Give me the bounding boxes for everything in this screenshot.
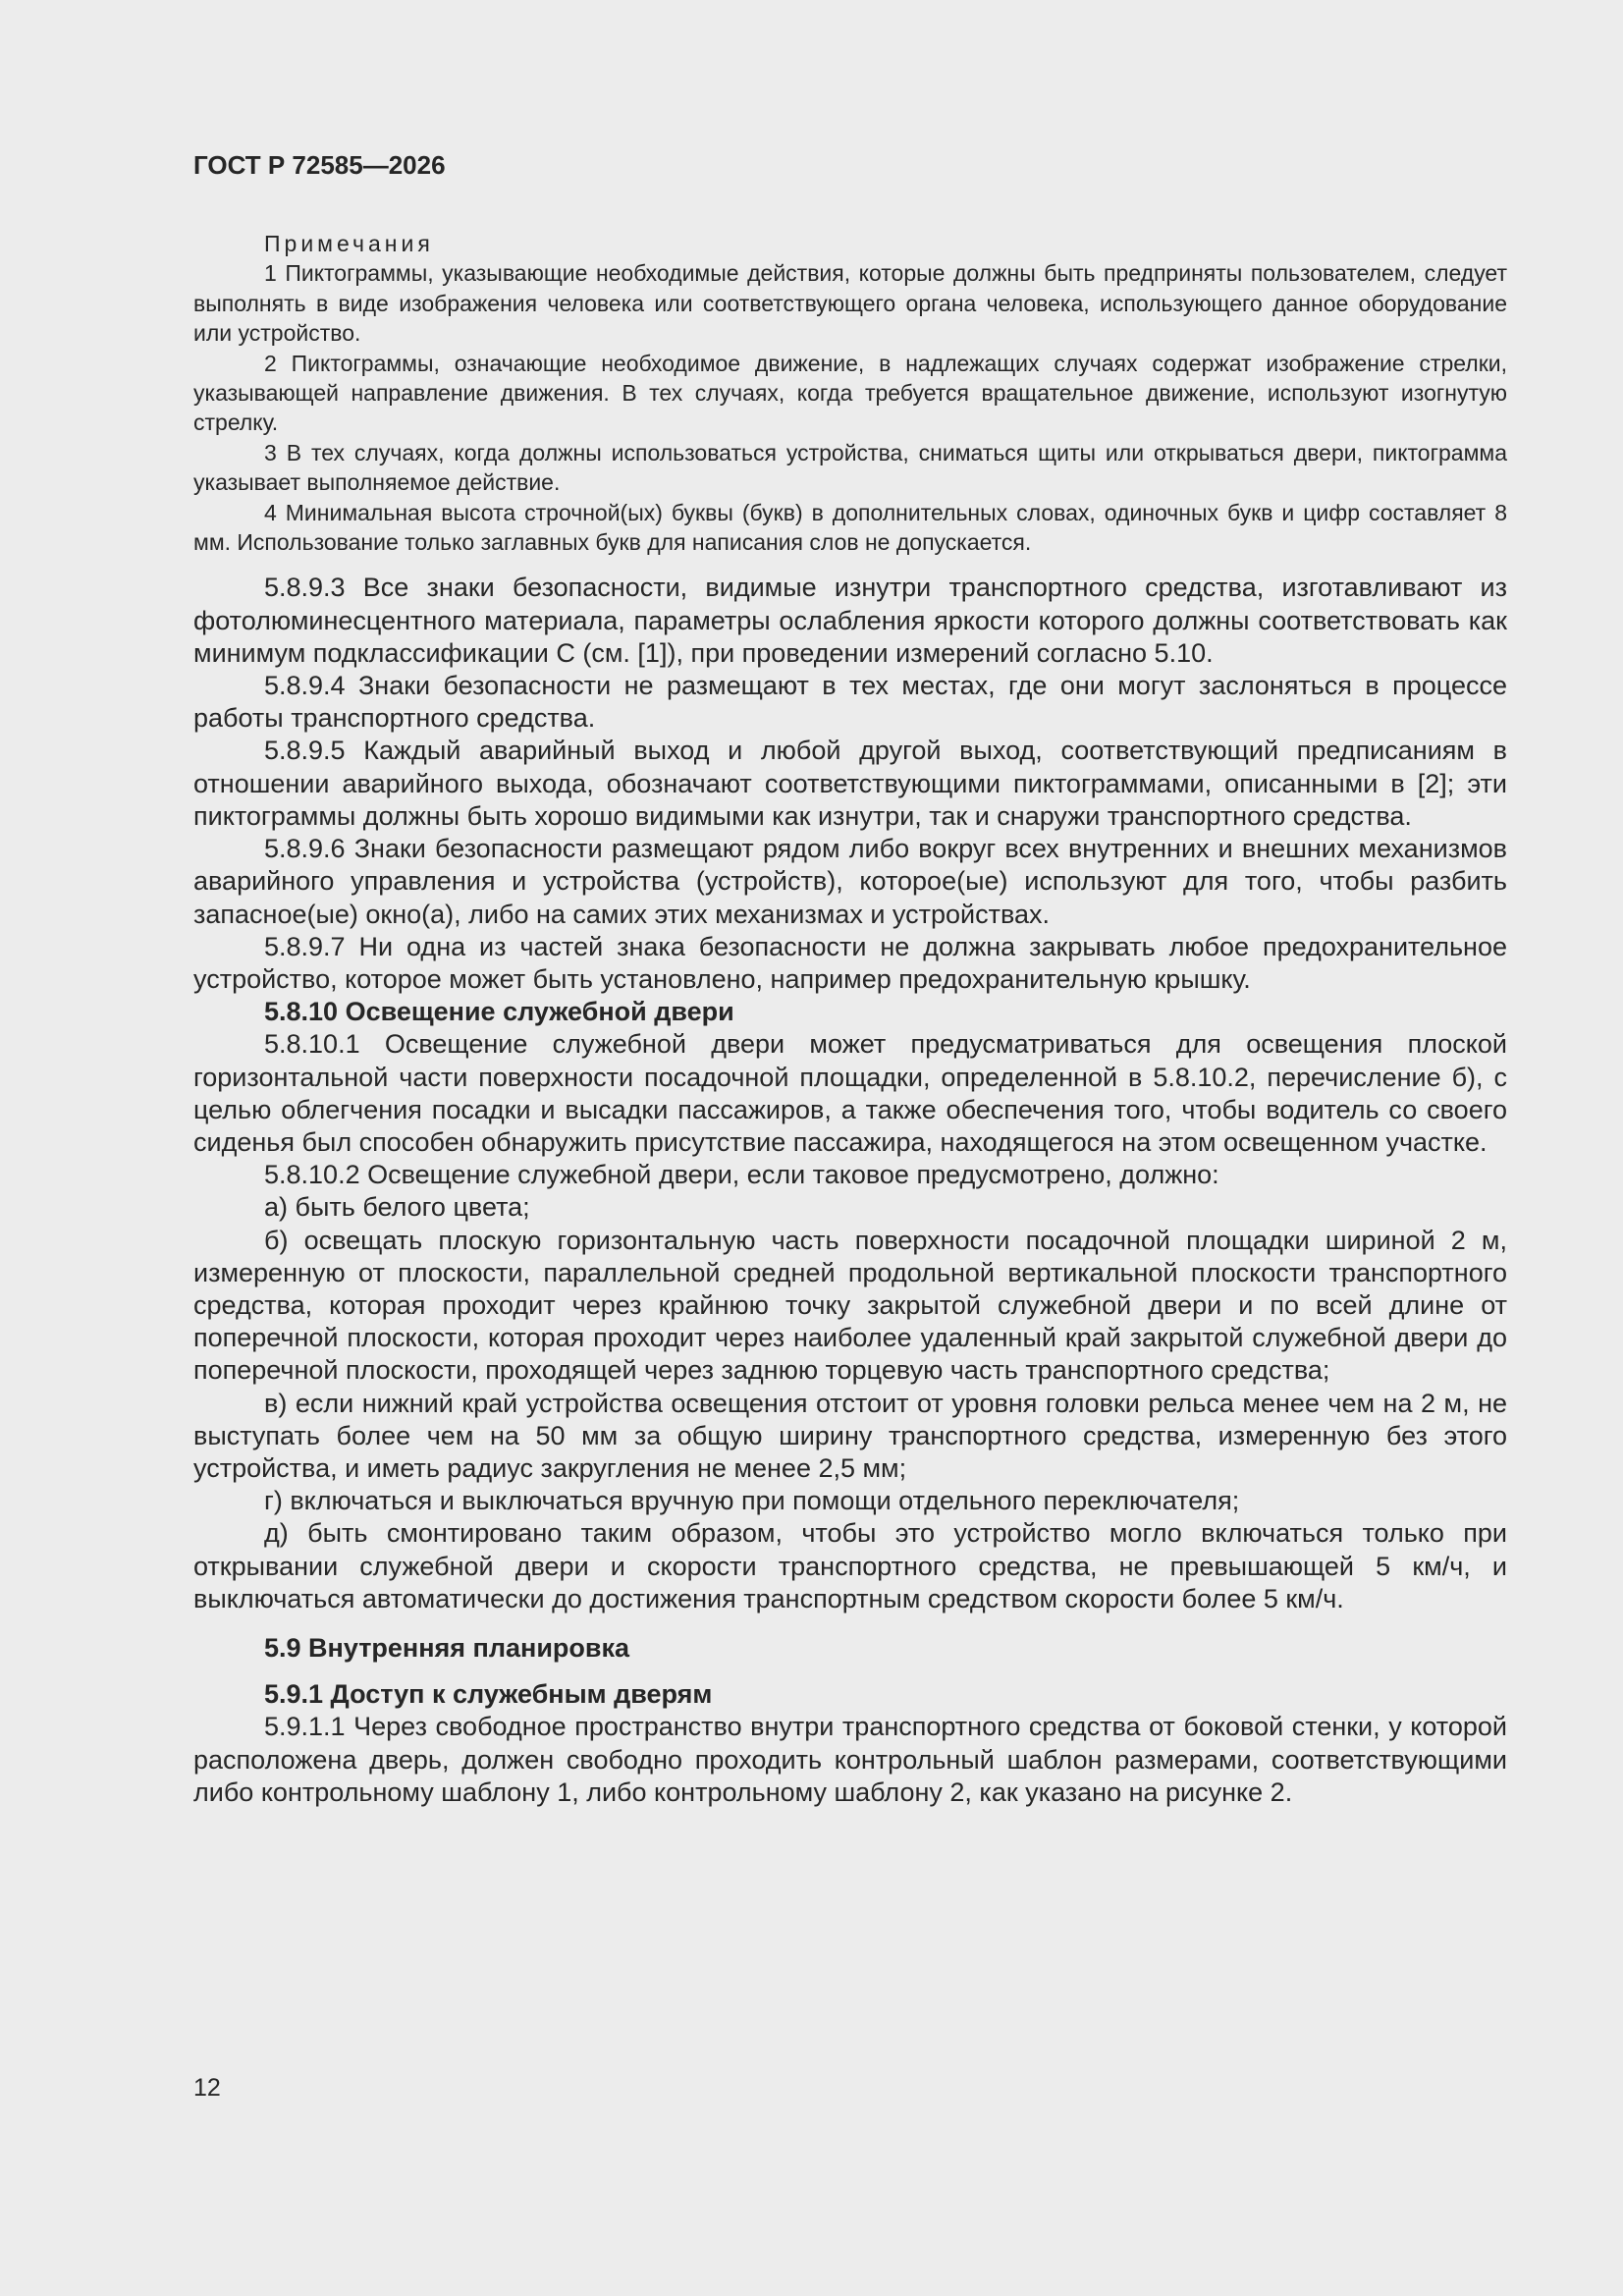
list-item-a: а) быть белого цвета; (264, 1192, 530, 1223)
heading-5-9-1: 5.9.1 Доступ к служебным дверям (264, 1679, 713, 1710)
list-item-b: б) освещать плоскую горизонтальную часть поверхности посадочной площадки шириной 2 м, измеренную от плоскости, параллельной средней продольной вертикальной плоскости транспортного средства, которая проходит через крайнюю точку закрытой служебной двери и по всей длине от поперечной плоскости, которая проходит через наиболее удаленный край закрытой служебной двери до поперечной плоскости, проходящей через заднюю торцевую часть транспортного средства; (193, 1225, 1507, 1386)
clause-5-8-9-3: 5.8.9.3 Все знаки безопасности, видимые изнутри транспортного средства, изготавливают из фотолюминесцентного материала, параметры ослабления яркости которого должны соответствовать как минимум подклассификации С (см. [1]), при проведении измерений согласно 5.10. (193, 573, 1507, 668)
clause-5-8-10-2: 5.8.10.2 Освещение служебной двери, если таковое предусмотрено, должно: (264, 1160, 1219, 1190)
main-text (193, 572, 1507, 1809)
page-number: 12 (193, 2074, 221, 2102)
note-2: 2 Пиктограммы, означающие необходимое движение, в надлежащих случаях содержат изображение стрелки, указывающей направление движения. В тех случаях, когда требуется вращательное движение, используют изогнутую стрелку. (193, 350, 1507, 436)
list-item-v: в) если нижний край устройства освещения отстоит от уровня головки рельса менее чем на 2 м, не выступать более чем на 50 мм за общую ширину транспортного средства, измеренную без этого устройства, и иметь радиус закругления не менее 2,5 мм; (193, 1388, 1507, 1483)
document-page (193, 147, 1507, 1809)
clause-5-8-9-6: 5.8.9.6 Знаки безопасности размещают рядом либо вокруг всех внутренних и внешних механизмов аварийного управления и устройства (устройств), которое(ые) используют для того, чтобы разбить запасное(ые) окно(а), либо на самих этих механизмах и устройствах. (193, 834, 1507, 929)
clause-5-8-10-1: 5.8.10.1 Освещение служебной двери может предусматриваться для освещения плоской горизонтальной части поверхности посадочной площадки, определенной в 5.8.10.2, перечисление б), с целью облегчения посадки и высадки пассажиров, а также обеспечения того, чтобы водитель со своего сиденья был способен обнаружить присутствие пассажира, находящегося на этом освещенном участке. (193, 1029, 1507, 1157)
clause-5-8-9-7: 5.8.9.7 Ни одна из частей знака безопасности не должна закрывать любое предохранительное устройство, которое может быть установлено, например предохранительную крышку. (193, 931, 1507, 994)
clause-5-9-1-1: 5.9.1.1 Через свободное пространство внутри транспортного средства от боковой стенки, у которой расположена дверь, должен свободно проходить контрольный шаблон размерами, соответствующими либо контрольному шаблону 1, либо контрольному шаблону 2, как указано на рисунке 2. (193, 1712, 1507, 1807)
notes-block (193, 229, 1507, 557)
clause-5-8-9-5: 5.8.9.5 Каждый аварийный выход и любой другой выход, соответствующий предписаниям в отношении аварийного выхода, обозначают соответствующими пиктограммами, описанными в [2]; эти пиктограммы должны быть хорошо видимыми как изнутри, так и снаружи транспортного средства. (193, 736, 1507, 831)
heading-5-8-10: 5.8.10 Освещение служебной двери (264, 997, 734, 1027)
note-1: 1 Пиктограммы, указывающие необходимые действия, которые должны быть предприняты пользователем, следует выполнять в виде изображения человека или соответствующего органа человека, использующего данное оборудование или устройство. (193, 260, 1507, 347)
list-item-d: д) быть смонтировано таким образом, чтобы это устройство могло включаться только при открывании служебной двери и скорости транспортного средства, не превышающей 5 км/ч, и выключаться автоматически до достижения транспортным средством скорости более 5 км/ч. (193, 1518, 1507, 1613)
note-3: 3 В тех случаях, когда должны использоваться устройства, сниматься щиты или открываться двери, пиктограмма указывает выполняемое действие. (193, 439, 1507, 496)
document-code-header: ГОСТ Р 72585—2026 (193, 150, 446, 180)
list-item-g: г) включаться и выключаться вручную при помощи отдельного переключателя; (264, 1486, 1240, 1516)
notes-title: Примечания (264, 231, 434, 256)
heading-5-9: 5.9 Внутренняя планировка (264, 1632, 630, 1663)
clause-5-8-9-4: 5.8.9.4 Знаки безопасности не размещают в тех местах, где они могут заслоняться в процессе работы транспортного средства. (193, 671, 1507, 734)
note-4: 4 Минимальная высота строчной(ых) буквы (букв) в дополнительных словах, одиночных букв и цифр составляет 8 мм. Использование только заглавных букв для написания слов не допускается. (193, 499, 1507, 556)
